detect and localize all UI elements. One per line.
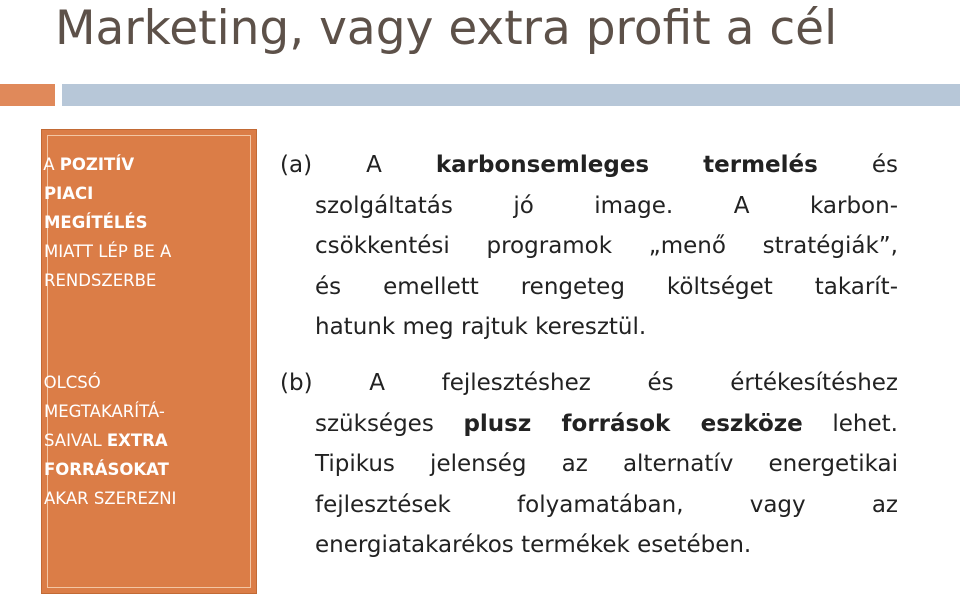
sidebar-b-line5: AKAR SZEREZNI	[44, 489, 177, 508]
sidebar-b-line4: FORRÁSOKAT	[44, 460, 169, 479]
paragraph-a-line4: és emellett rengeteg költséget takarít-	[315, 273, 898, 300]
paragraph-b-line4: fejlesztések folyamatában, vagy az	[315, 491, 898, 518]
title-rule-orange	[0, 84, 55, 106]
paragraph-b-line2: szükséges plusz források eszköze lehet.	[315, 410, 898, 437]
paragraph-a-line3: csökkentési programok „menő stratégiák”,	[315, 233, 898, 259]
sidebar-a-line4: MIATT LÉP BE A	[44, 242, 172, 261]
paragraph-b	[280, 363, 898, 566]
sidebar-b-line3: SAIVAL EXTRA	[44, 431, 168, 450]
paragraph-a-line1: (a) A karbonsemleges termelés és	[280, 152, 898, 178]
sidebar-b-line1: (b) OLCSÓ	[15, 373, 101, 392]
paragraph-b-line1: (b) A fejlesztéshez és értékesítéshez	[280, 370, 898, 396]
paragraph-a-line5: hatunk meg rajtuk keresztül.	[315, 314, 647, 340]
sidebar-point-a	[15, 150, 205, 295]
sidebar-a-line1: (a) A POZITÍV	[15, 155, 135, 174]
sidebar-a-line3: MEGÍTÉLÉS	[44, 213, 148, 232]
paragraph-b-line3: Tipikus jelenség az alternatív energetikai	[315, 451, 898, 477]
sidebar-point-b	[15, 368, 205, 513]
paragraph-a	[280, 145, 898, 348]
paragraph-b-line5: energiatakarékos termékek esetében.	[315, 532, 752, 558]
sidebar-a-line5: RENDSZERBE	[44, 271, 157, 290]
slide-title: Marketing, vagy extra profit a cél	[55, 1, 838, 56]
title-rule-blue	[62, 84, 960, 106]
paragraph-a-line2: szolgáltatás jó image. A karbon-	[315, 192, 898, 219]
sidebar-b-line2: MEGTAKARÍTÁ-	[44, 402, 165, 421]
sidebar-a-line2: PIACI	[44, 184, 94, 203]
